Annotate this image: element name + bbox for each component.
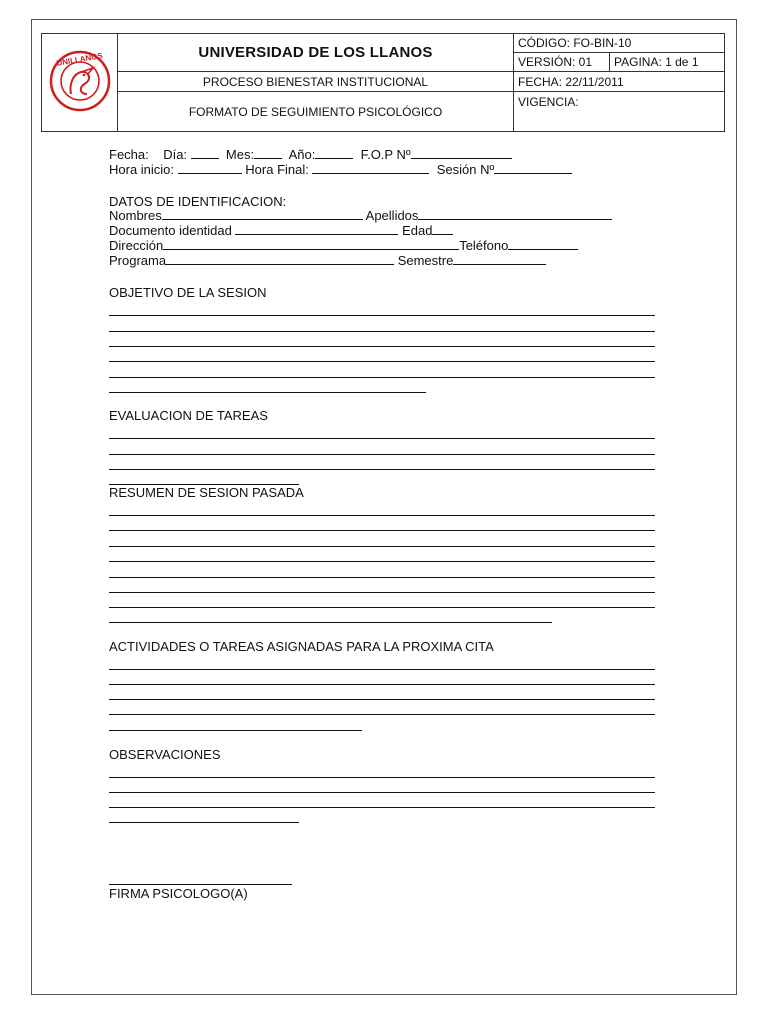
observaciones-line[interactable] xyxy=(109,807,655,808)
programa-label: Programa xyxy=(109,253,167,268)
sesion-label: Sesión Nº xyxy=(436,162,495,177)
edad-blank[interactable] xyxy=(432,224,453,235)
documento-label: Documento identidad xyxy=(109,223,232,238)
fop-label: F.O.P Nº xyxy=(360,147,411,162)
version-cell xyxy=(514,53,610,72)
dia-blank[interactable] xyxy=(191,148,219,159)
actividades-line[interactable] xyxy=(109,699,655,700)
hora-inicio-label: Hora inicio: xyxy=(109,162,175,177)
hora-final-blank[interactable] xyxy=(312,163,429,174)
document-validity: VIGENCIA: xyxy=(518,95,579,109)
programa-blank[interactable] xyxy=(166,254,394,265)
anio-label: Año: xyxy=(288,147,316,162)
observaciones-line[interactable] xyxy=(109,822,299,823)
evaluacion-line[interactable] xyxy=(109,454,655,455)
resumen-line[interactable] xyxy=(109,577,655,578)
observaciones-line[interactable] xyxy=(109,777,655,778)
fop-blank[interactable] xyxy=(411,148,512,159)
validity-cell xyxy=(514,92,725,132)
program-row xyxy=(109,254,546,268)
format-cell xyxy=(118,92,514,132)
apellidos-label: Apellidos xyxy=(365,208,419,223)
actividades-title: ACTIVIDADES O TAREAS ASIGNADAS PARA LA PROXIMA CITA xyxy=(109,639,494,654)
document-header xyxy=(41,33,725,132)
signature-line[interactable] xyxy=(109,884,292,885)
document-code: CÓDIGO: FO-BIN-10 xyxy=(518,36,632,50)
university-logo xyxy=(47,48,113,114)
objetivo-line[interactable] xyxy=(109,346,655,347)
mes-blank[interactable] xyxy=(254,148,282,159)
fecha-label: Fecha: xyxy=(109,147,149,162)
apellidos-blank[interactable] xyxy=(418,209,612,220)
dia-label: Día: xyxy=(163,147,188,162)
process-cell xyxy=(118,72,514,92)
resumen-line[interactable] xyxy=(109,607,655,608)
objetivo-line[interactable] xyxy=(109,392,426,393)
university-name: UNIVERSIDAD DE LOS LLANOS xyxy=(198,44,433,61)
hora-inicio-blank[interactable] xyxy=(178,163,242,174)
objetivo-title: OBJETIVO DE LA SESION xyxy=(109,285,267,300)
telefono-blank[interactable] xyxy=(508,239,578,250)
hora-final-label: Hora Final: xyxy=(245,162,309,177)
evaluacion-line[interactable] xyxy=(109,469,655,470)
page-cell xyxy=(610,53,725,72)
process-name: PROCESO BIENESTAR INSTITUCIONAL xyxy=(202,74,429,89)
resumen-line[interactable] xyxy=(109,530,655,531)
nombres-blank[interactable] xyxy=(162,209,363,220)
actividades-line[interactable] xyxy=(109,714,655,715)
telefono-label: Teléfono xyxy=(459,238,509,253)
university-name-cell xyxy=(118,34,514,72)
documento-blank[interactable] xyxy=(235,224,398,235)
resumen-line[interactable] xyxy=(109,622,552,623)
evaluacion-line[interactable] xyxy=(109,438,655,439)
objetivo-line[interactable] xyxy=(109,331,655,332)
document-date: FECHA: 22/11/2011 xyxy=(518,74,624,89)
session-time-row xyxy=(109,163,572,177)
format-name: FORMATO DE SEGUIMIENTO PSICOLÓGICO xyxy=(188,104,443,119)
page-number: PAGINA: 1 de 1 xyxy=(614,55,699,69)
logo-text: UNILLANOS xyxy=(55,51,103,69)
anio-blank[interactable] xyxy=(315,148,353,159)
sesion-blank[interactable] xyxy=(494,163,572,174)
mes-label: Mes: xyxy=(225,147,255,162)
address-row xyxy=(109,239,578,253)
actividades-line[interactable] xyxy=(109,684,655,685)
resumen-line[interactable] xyxy=(109,515,655,516)
evaluacion-title: EVALUACION DE TAREAS xyxy=(109,408,268,423)
objetivo-line[interactable] xyxy=(109,361,655,362)
resumen-title: RESUMEN DE SESION PASADA xyxy=(109,485,304,500)
date-cell xyxy=(514,72,725,92)
resumen-line[interactable] xyxy=(109,561,655,562)
code-cell xyxy=(514,34,725,53)
document-row xyxy=(109,224,453,238)
logo-cell xyxy=(42,34,118,132)
objetivo-line[interactable] xyxy=(109,377,655,378)
names-row xyxy=(109,209,612,223)
actividades-line[interactable] xyxy=(109,669,655,670)
identification-title: DATOS DE IDENTIFICACION: xyxy=(109,194,287,209)
resumen-line[interactable] xyxy=(109,546,655,547)
signature-label: FIRMA PSICOLOGO(A) xyxy=(109,886,248,901)
objetivo-line[interactable] xyxy=(109,315,655,316)
direccion-label: Dirección xyxy=(109,238,164,253)
actividades-line[interactable] xyxy=(109,730,362,731)
resumen-line[interactable] xyxy=(109,592,655,593)
document-version: VERSIÓN: 01 xyxy=(518,55,593,69)
edad-label: Edad xyxy=(402,223,433,238)
direccion-blank[interactable] xyxy=(163,239,459,250)
semestre-label: Semestre xyxy=(397,253,454,268)
session-date-row xyxy=(109,148,512,162)
observaciones-line[interactable] xyxy=(109,792,655,793)
semestre-blank[interactable] xyxy=(453,254,546,265)
observaciones-title: OBSERVACIONES xyxy=(109,747,221,762)
nombres-label: Nombres xyxy=(109,208,162,223)
